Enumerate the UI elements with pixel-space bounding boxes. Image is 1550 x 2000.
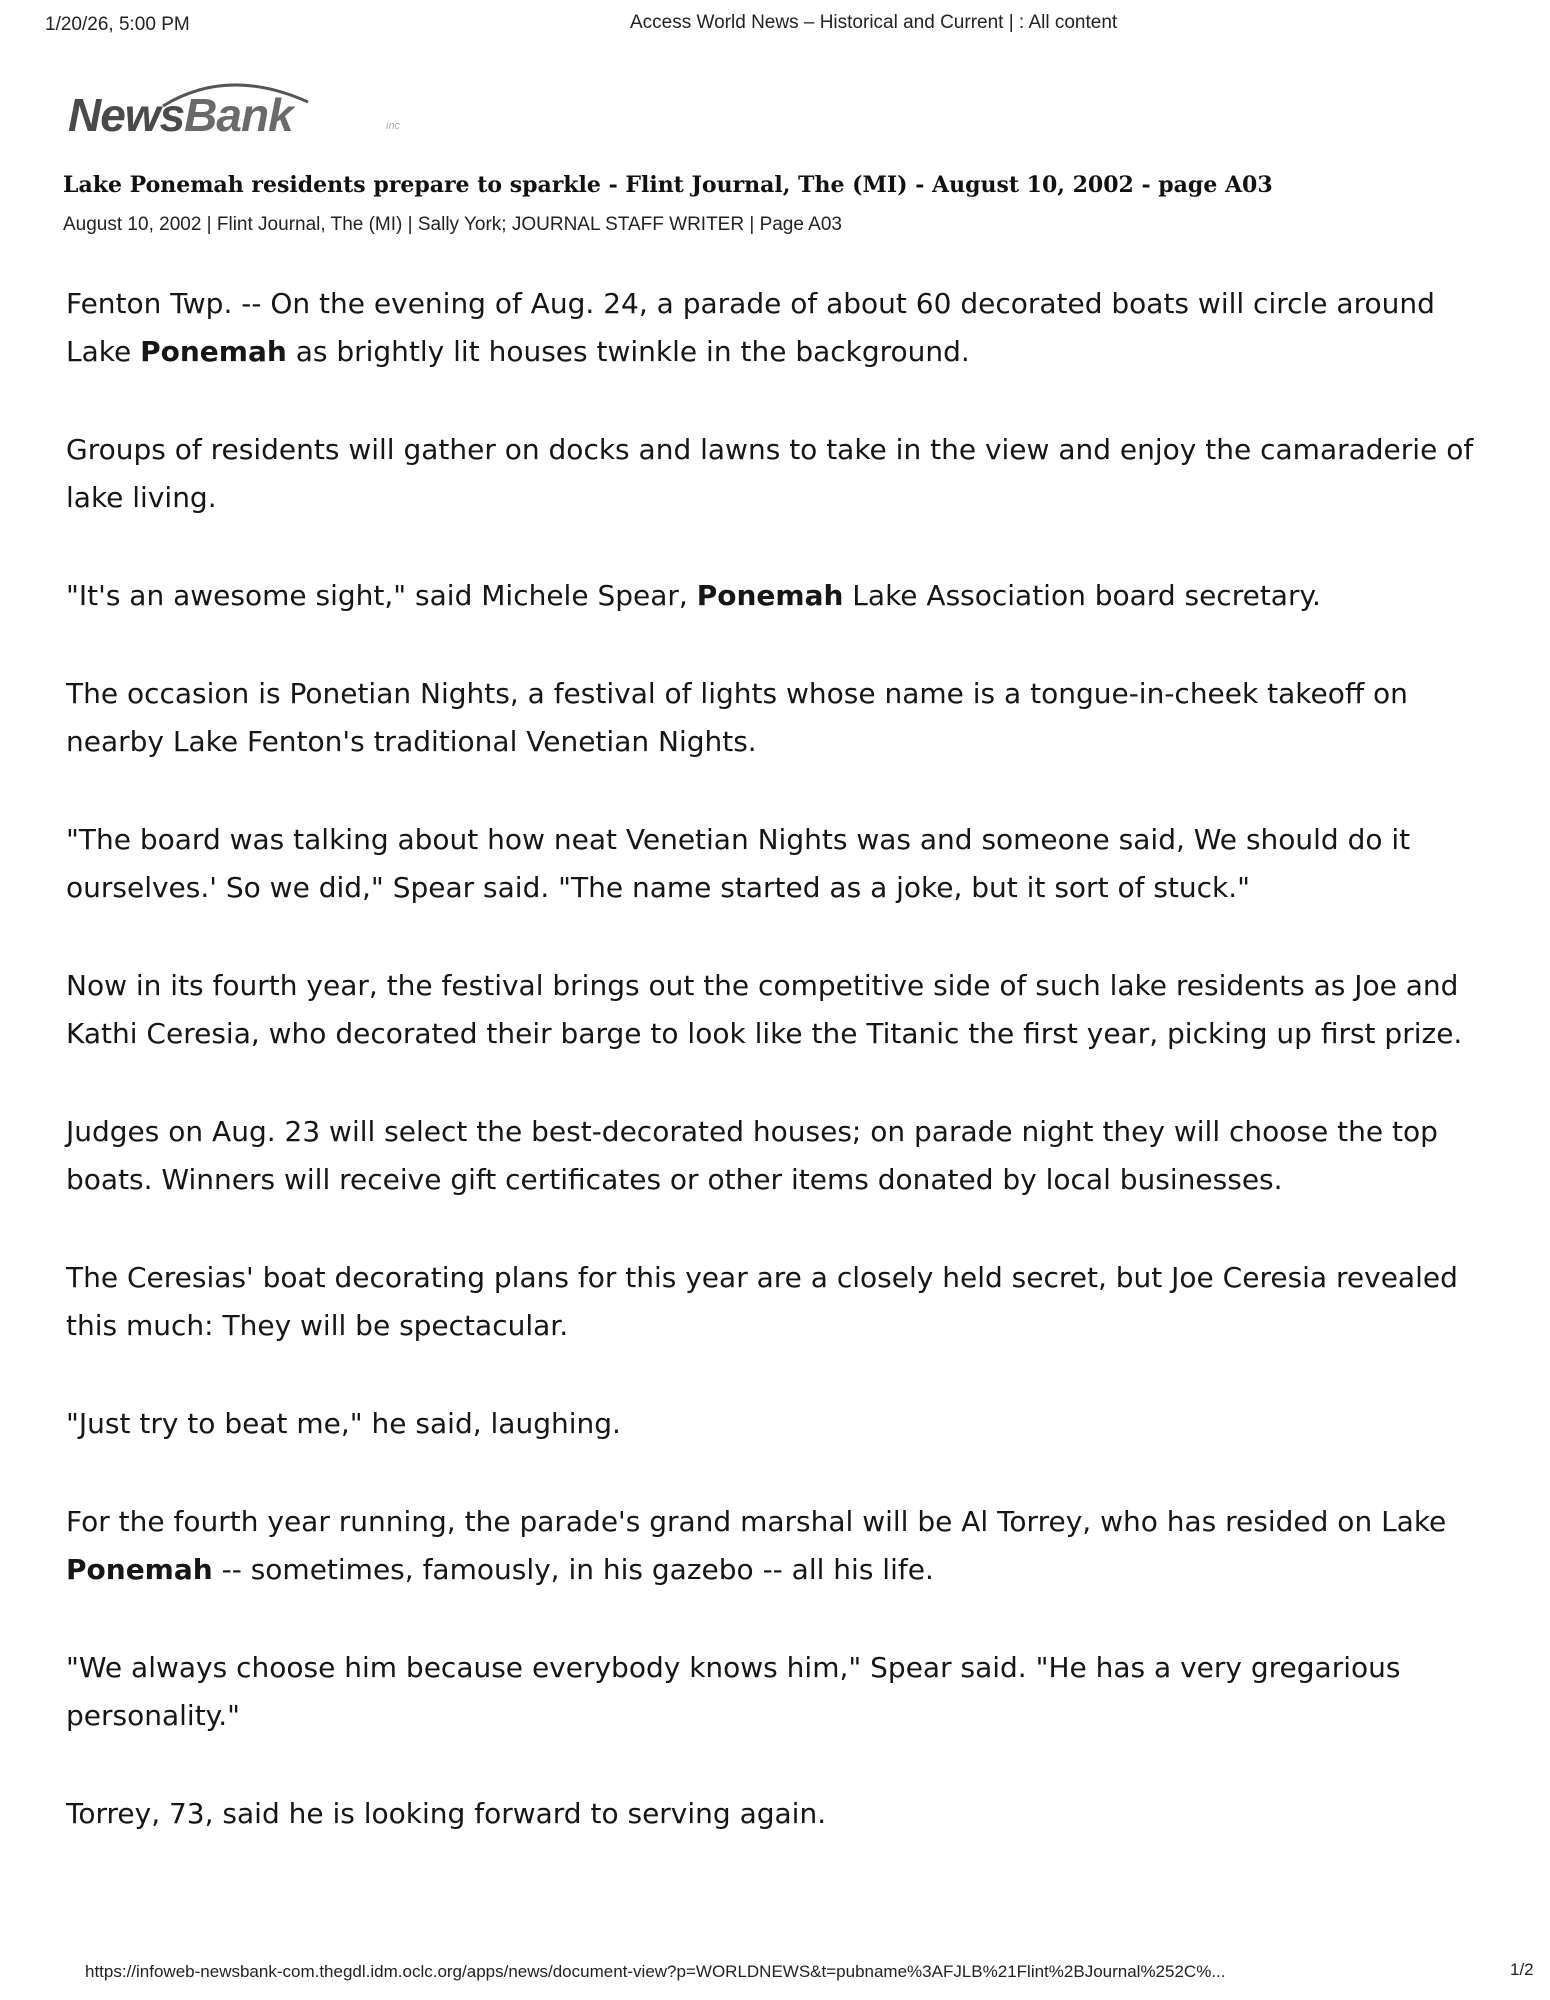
logo-inc: inc [386, 120, 401, 132]
document-title: Lake Ponemah residents prepare to sparkle - Flint Journal, The (MI) - August 10, 2002 - page A03 [63, 172, 1273, 198]
article-paragraph-3 [66, 572, 1506, 620]
newsbank-logo[interactable] [68, 72, 428, 152]
article-paragraph-4: The occasion is Ponetian Nights, a festival of lights whose name is a tongue-in-cheek takeoff on nearby Lake Fenton's traditional Venetian Nights. [66, 677, 1408, 758]
p1-text-a: Fenton Twp. -- On the evening of Aug. 24, a parade of about 60 decorated boats will circle around Lake [66, 287, 1435, 368]
article-paragraph-2: Groups of residents will gather on docks and lawns to take in the view and enjoy the camaraderie of lake living. [66, 433, 1474, 514]
p3-keyword: Ponemah [696, 579, 844, 612]
p1-text-b: as brightly lit houses twinkle in the background. [286, 335, 970, 368]
article-paragraph-8: The Ceresias' boat decorating plans for this year are a closely held secret, but Joe Ceresia revealed this much: They will be spectacular. [66, 1261, 1458, 1342]
p1-keyword: Ponemah [140, 335, 287, 368]
p3-text-b: Lake Association board secretary. [843, 579, 1321, 612]
article-paragraph-11: "We always choose him because everybody knows him," Spear said. "He has a very gregarious personality." [66, 1651, 1401, 1732]
article-paragraph-10 [66, 1498, 1506, 1594]
article-paragraph-1 [66, 280, 1506, 376]
article-paragraph-6: Now in its fourth year, the festival brings out the competitive side of such lake residents as Joe and Kathi Ceresia, who decorated their barge to look like the Titanic the first year, picking up first prize. [66, 969, 1463, 1050]
logo-wordmark [68, 88, 293, 142]
print-page-title: Access World News – Historical and Current | : All content [630, 12, 1118, 33]
p3-text-a: "It's an awesome sight," said Michele Spear, [66, 579, 697, 612]
print-datetime: 1/20/26, 5:00 PM [45, 14, 190, 35]
article-body [66, 280, 1506, 1888]
article-paragraph-9: "Just try to beat me," he said, laughing. [66, 1407, 621, 1440]
footer-url[interactable]: https://infoweb-newsbank-com.thegdl.idm.oclc.org/apps/news/document-view?p=WORLDNEWS&t=pubname%3AFJLB%21Flint%2BJournal%252C%... [85, 1962, 1226, 1981]
article-paragraph-5: "The board was talking about how neat Venetian Nights was and someone said, We should do it ourselves.' So we did," Spear said. "The name started as a joke, but it sort of stuck." [66, 823, 1411, 904]
p10-keyword: Ponemah [66, 1553, 213, 1586]
p10-text-a: For the fourth year running, the parade's grand marshal will be Al Torrey, who has resided on Lake [66, 1505, 1447, 1538]
p10-text-b: -- sometimes, famously, in his gazebo -- all his life. [212, 1553, 934, 1586]
article-paragraph-12: Torrey, 73, said he is looking forward to serving again. [66, 1797, 827, 1830]
footer-page-number: 1/2 [1510, 1960, 1534, 1979]
article-paragraph-7: Judges on Aug. 23 will select the best-decorated houses; on parade night they will choose the top boats. Winners will receive gift certificates or other items donated by local businesses. [66, 1115, 1438, 1196]
document-meta: August 10, 2002 | Flint Journal, The (MI) | Sally York; JOURNAL STAFF WRITER | Page A03 [63, 214, 842, 235]
logo-bank: Bank [184, 89, 293, 141]
print-header [45, 12, 1505, 42]
logo-news: News [68, 89, 185, 141]
